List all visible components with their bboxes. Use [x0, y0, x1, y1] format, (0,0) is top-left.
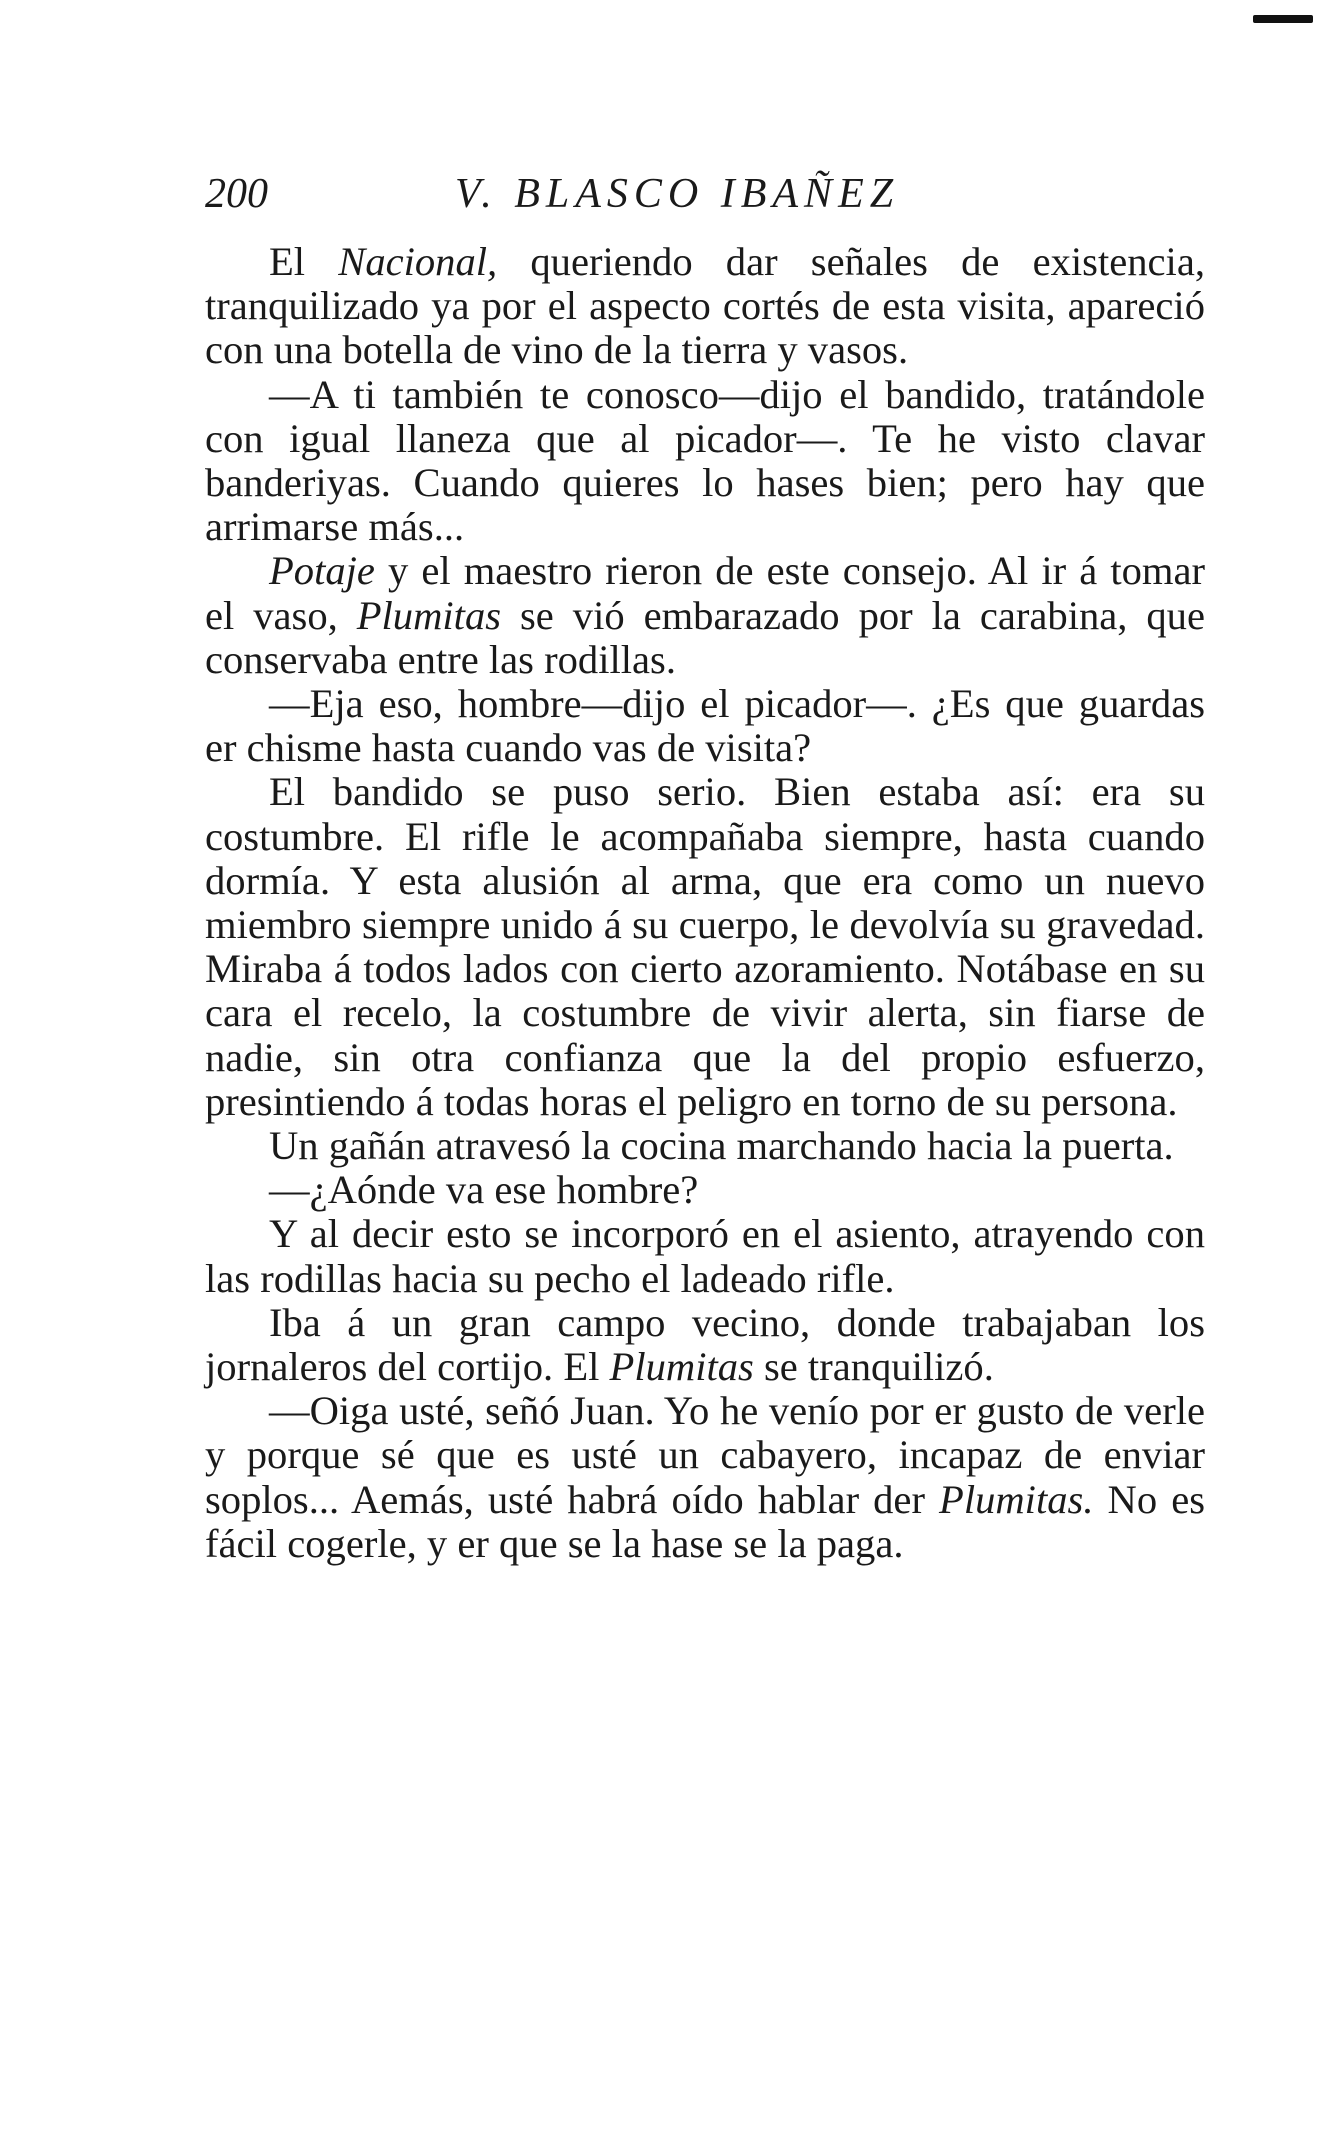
text-segment: Un gañán atravesó la cocina marchando hacia la puerta. — [269, 1123, 1174, 1169]
text-segment: —Oiga usté, señó Juan. Yo he venío por er gusto de verle y porque sé que es usté un cabayero, incapaz de enviar soplos... Aemás, usté habrá oído hablar der — [205, 1388, 1205, 1522]
page-header — [205, 160, 1105, 220]
paragraph-2 — [205, 373, 1205, 550]
text-segment: —¿Aónde va ese hombre? — [269, 1167, 699, 1213]
paragraph-7 — [205, 1168, 1205, 1212]
italic-name: Potaje — [269, 548, 375, 594]
text-segment: se vió embarazado por la carabina, que conservaba entre las rodillas. — [205, 592, 1205, 682]
text-segment: Iba á un gran campo vecino, donde trabajaban los jornaleros del cortijo. El — [205, 1299, 1205, 1390]
text-segment: —Eja eso, hombre—dijo el picador—. ¿Es que guardas er chisme hasta cuando vas de visita? — [205, 681, 1205, 771]
page-number: 200 — [205, 171, 268, 217]
body-text — [205, 240, 1205, 1566]
paragraph-6 — [205, 1124, 1205, 1168]
running-head: V. BLASCO IBAÑEZ — [455, 171, 900, 217]
paragraph-3 — [205, 549, 1205, 682]
paragraph-1 — [205, 240, 1205, 373]
paragraph-8 — [205, 1212, 1205, 1300]
text-segment: El bandido se puso serio. Bien estaba así: era su costumbre. El rifle le acompañaba siempre, hasta cuando dormía. Y esta alusión al arma, que era como un nuevo miembro siempre unido á su cuerpo, le devolvía su gravedad. Miraba á todos lados con cierto azoramiento. Notábase en su cara el recelo, la costumbre de vivir alerta, sin fiarse de nadie, sin otra confianza que la del propio esfuerzo, presintiendo á todas horas el peligro en torno de su persona. — [205, 769, 1205, 1124]
italic-name: Plumitas — [609, 1344, 754, 1390]
text-segment: —A ti también te conosco—dijo el bandido, tratándole con igual llaneza que al picador—. Te he visto clavar banderiyas. Cuando quieres lo hases bien; pero hay que arrimarse más... — [205, 371, 1205, 550]
paragraph-10 — [205, 1389, 1205, 1566]
italic-name: Plumitas — [356, 592, 502, 638]
paragraph-5 — [205, 770, 1205, 1124]
text-segment: No es fácil cogerle, y er que se la hase se la paga. — [205, 1476, 1205, 1566]
text-segment: Y al decir esto se incorporó en el asiento, atrayendo con las rodillas hacia su pecho el ladeado rifle. — [205, 1211, 1205, 1301]
italic-name: Nacional, — [338, 239, 498, 284]
scan-ink-mark — [1253, 15, 1313, 23]
italic-name: Plumitas. — [939, 1476, 1094, 1522]
text-segment: y el maestro rieron de este consejo. Al ir á tomar el vaso, — [205, 548, 1205, 638]
paragraph-9 — [205, 1301, 1205, 1389]
text-segment: se tranquilizó. — [753, 1344, 994, 1390]
text-segment: El — [269, 239, 339, 284]
text-segment: queriendo dar señales de existencia, tranquilizado ya por el aspecto cortés de esta visita, apareció con una botella de vino de la tierra y vasos. — [205, 239, 1205, 373]
paragraph-4 — [205, 682, 1205, 770]
